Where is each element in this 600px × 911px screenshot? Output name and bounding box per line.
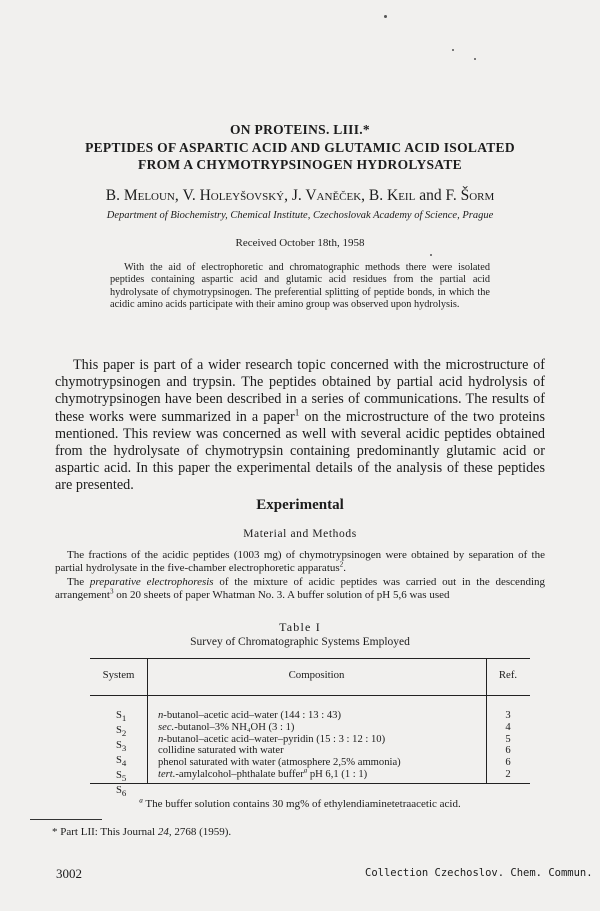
received-date: Received October 18th, 1958 bbox=[235, 237, 365, 249]
methods-text: on 20 sheets of paper Whatman No. 3. A buffer solution of pH 5,6 was used bbox=[113, 588, 450, 601]
author: J. Vaněček bbox=[291, 187, 362, 204]
column-header-composition: Composition bbox=[288, 669, 345, 681]
intro-paragraph bbox=[55, 357, 545, 495]
table-cell-system: $S_1$ bbox=[116, 710, 127, 724]
methods-text: The fractions of the acidic peptides (1003 mg) of chymotrypsinogen were obtained by separation of the partial hydrolysate in the five-chamber electrophoretic apparatus bbox=[55, 549, 545, 574]
methods-paragraph bbox=[55, 549, 545, 574]
table-cell-system: $S_3$ bbox=[116, 739, 127, 753]
table-cell-composition: tert.-amylalcohol–phthalate buffer$^a$ pH 6,1 (1 : 1) bbox=[158, 767, 368, 780]
affiliation: Department of Biochemistry, Chemical Institute, Czechoslovak Academy of Science, Prague bbox=[106, 210, 494, 221]
methods-paragraph bbox=[55, 576, 545, 601]
table-cell-system: $S_6$ bbox=[116, 784, 127, 798]
column-header-system: System bbox=[102, 669, 135, 681]
journal-name: Collection Czechoslov. Chem. Commun. bbox=[365, 867, 593, 879]
table-cell-composition: collidine saturated with water bbox=[158, 745, 284, 757]
chromatography-table bbox=[90, 658, 530, 798]
citation-ref: 2 bbox=[339, 559, 344, 568]
table-cell-composition: n-butanol–acetic acid–water–pyridin (15 : 3 : 12 : 10) bbox=[158, 733, 386, 745]
author-list: B. Meloun, V. Holeyšovský, J. Vaněček, B. Keil and F. Šorm bbox=[105, 187, 495, 204]
table-cell-composition: sec.-butanol–3% NH₄OH (3 : 1) bbox=[158, 721, 295, 733]
footnote-mark: a bbox=[139, 796, 143, 805]
table-cell-ref: 6 bbox=[505, 745, 511, 757]
emphasis-text: preparative electrophoresis bbox=[89, 576, 214, 588]
table-cell-ref: 4 bbox=[505, 721, 511, 733]
title-line-1: ON PROTEINS. LIII.* bbox=[230, 122, 370, 137]
table-footnote bbox=[0, 798, 600, 810]
author-conjunction: and bbox=[419, 187, 442, 204]
author: F. Šorm bbox=[445, 187, 495, 204]
title-line-3: FROM A CHYMOTRYPSINOGEN HYDROLYSATE bbox=[138, 157, 462, 172]
intro-text: This paper is part of a wider research topic concerned with the microstructure of chymotrypsinogen and trypsin. The peptides obtained by partial acid hydrolysis of chymotrypsinogen have been described in a series of communications. The results of these works were summarized in a paper bbox=[55, 357, 545, 425]
table-cell-ref: 5 bbox=[505, 733, 511, 745]
citation-ref: 3 bbox=[109, 586, 114, 595]
section-heading: Experimental bbox=[256, 497, 344, 513]
footnote-text: The buffer solution contains 30 mg% of ethylendiaminetetraacetic acid. bbox=[142, 798, 461, 810]
methods-text: . bbox=[343, 561, 346, 574]
system-column bbox=[116, 710, 126, 799]
table-cell-system: $S_4$ bbox=[116, 754, 127, 768]
table-divider bbox=[90, 695, 530, 696]
paper-speck bbox=[430, 254, 432, 256]
table-caption: Survey of Chromatographic Systems Employed bbox=[190, 636, 410, 648]
ref-column bbox=[486, 710, 530, 781]
methods-text: of the mixture of acidic peptides was carried out in the descending arrangement bbox=[55, 576, 545, 601]
table-cell-ref: 6 bbox=[505, 757, 511, 769]
column-header-ref: Ref. bbox=[498, 669, 518, 681]
table-cell-ref: 2 bbox=[505, 768, 511, 780]
title-footnote: * Part LII: This Journal 24, 2768 (1959). bbox=[52, 826, 232, 838]
table-cell-composition: phenol saturated with water (atmosphere 2,5% ammonia) bbox=[158, 757, 401, 769]
author: V. Holeyšovský bbox=[182, 187, 285, 204]
footnote-rule bbox=[30, 819, 102, 820]
methods-text: The bbox=[67, 576, 90, 588]
intro-text: on the microstructure of the two proteins mentioned. This review was concerned as well with several acidic peptides obtained from the hydrolysate of chymotrypsin containing predominantly glutamic acid or aspartic acid. In this paper the experimental details of the analysis of these peptides are presented. bbox=[55, 408, 545, 494]
abstract: With the aid of electrophoretic and chromatographic methods there were isolated peptides containing aspartic acid and glutamic acid residues from the partial acid hydrolysate of chymotrypsinogen. The preferential splitting of peptide bonds, in which the acidic amino acids participate with their amino group was observed upon hydrolysis. bbox=[110, 262, 490, 311]
title-line-2: PEPTIDES OF ASPARTIC ACID AND GLUTAMIC ACID ISOLATED bbox=[85, 140, 515, 155]
author: B. Keil bbox=[368, 187, 416, 204]
composition-column bbox=[158, 710, 401, 781]
page-number: 3002 bbox=[56, 866, 82, 881]
paper-speck bbox=[384, 15, 387, 18]
paper-speck bbox=[452, 49, 454, 51]
table-cell-system: $S_5$ bbox=[116, 769, 127, 783]
paper-speck bbox=[474, 58, 476, 60]
table-cell-system: $S_2$ bbox=[116, 724, 127, 739]
table-cell-ref: 3 bbox=[505, 710, 511, 721]
table-label: Table I bbox=[279, 620, 321, 634]
table-cell-composition: n-butanol–acetic acid–water (144 : 13 : 43) bbox=[158, 710, 341, 721]
subsection-heading: Material and Methods bbox=[243, 528, 357, 540]
citation-ref: 1 bbox=[294, 406, 300, 417]
author: B. Meloun bbox=[105, 187, 175, 204]
